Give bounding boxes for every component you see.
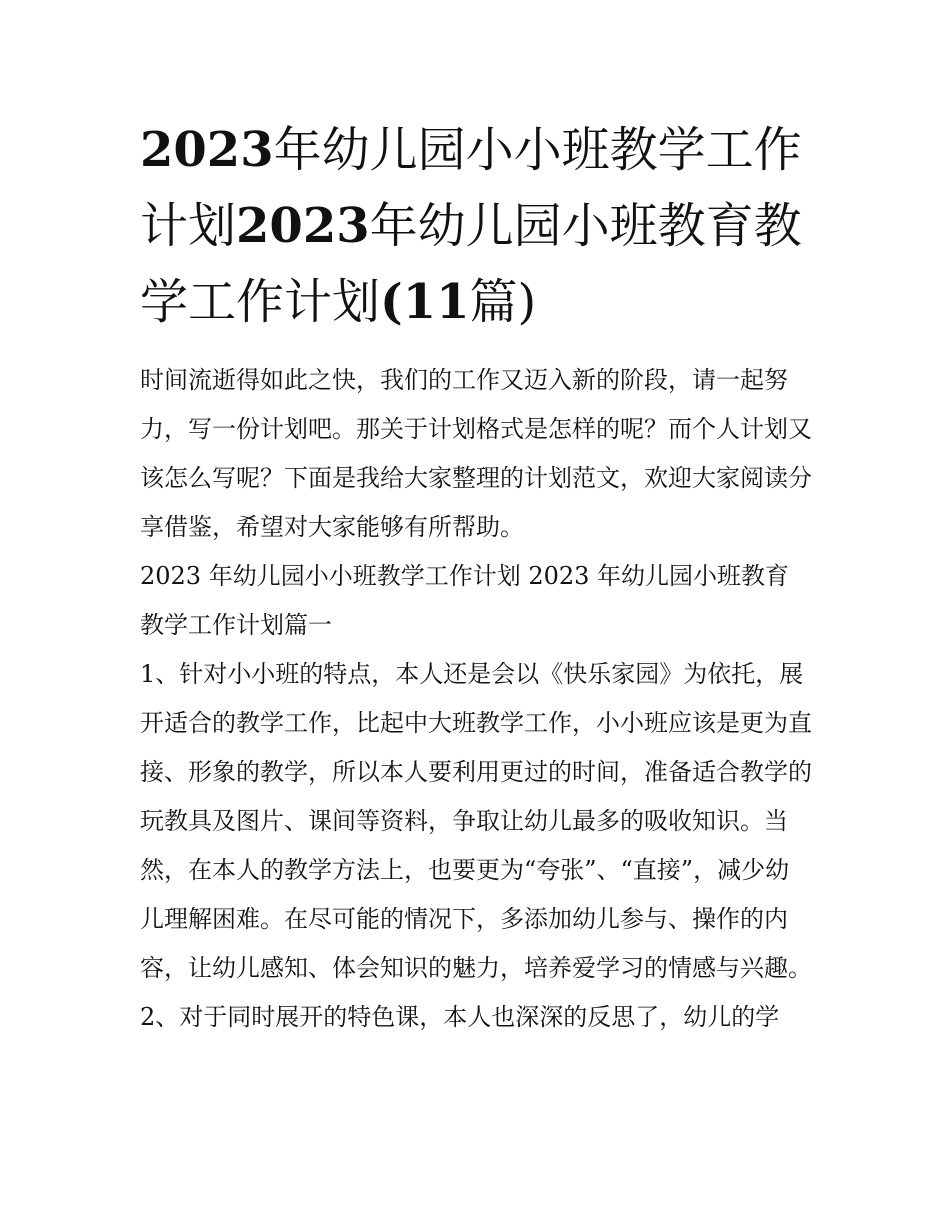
title-year-1: 2023 [140,122,274,178]
intro-paragraph: 时间流逝得如此之快，我们的工作又迈入新的阶段，请一起努力，写一份计划吧。那关于计划格式是怎样的呢？而个人计划又该怎么写呢？下面是我给大家整理的计划范文，欢迎大家阅读分享借鉴，希望对大家能够有所帮助。 [140,366,812,541]
title-text-1: 年幼儿园小小班教学工作 [273,122,802,178]
document-page [140,112,812,1042]
title-count: (11 [380,274,470,330]
title-text-2: 年幼儿园小班教育教学工作计划 [140,198,802,330]
document-title [140,112,812,340]
title-text-pian: 篇) [469,274,537,330]
paragraph-1: 1、针对小小班的特点，本人还是会以《快乐家园》为依托，展开适合的教学工作，比起中大班教学工作，小小班应该是更为直接、形象的教学，所以本人要利用更过的时间，准备适合教学的玩教具及图片、课间等资料，争取让幼儿最多的吸收知识。当然，在本人的教学方法上，也要更为“夸张”、“直接”，减少幼儿理解困难。在尽可能的情况下，多添加幼儿参与、操作的内容，让幼儿感知、体会知识的魅力，培养爱学习的情感与兴趣。 [140,660,812,982]
title-text-jihua: 计划 [140,198,237,254]
section-heading: 2023 年幼儿园小小班教学工作计划 2023 年幼儿园小班教育教学工作计划篇一 [140,562,790,639]
paragraph-2: 2、对于同时展开的特色课，本人也深深的反思了，幼儿的学 [140,1003,780,1031]
title-year-2: 2023 [236,198,370,254]
